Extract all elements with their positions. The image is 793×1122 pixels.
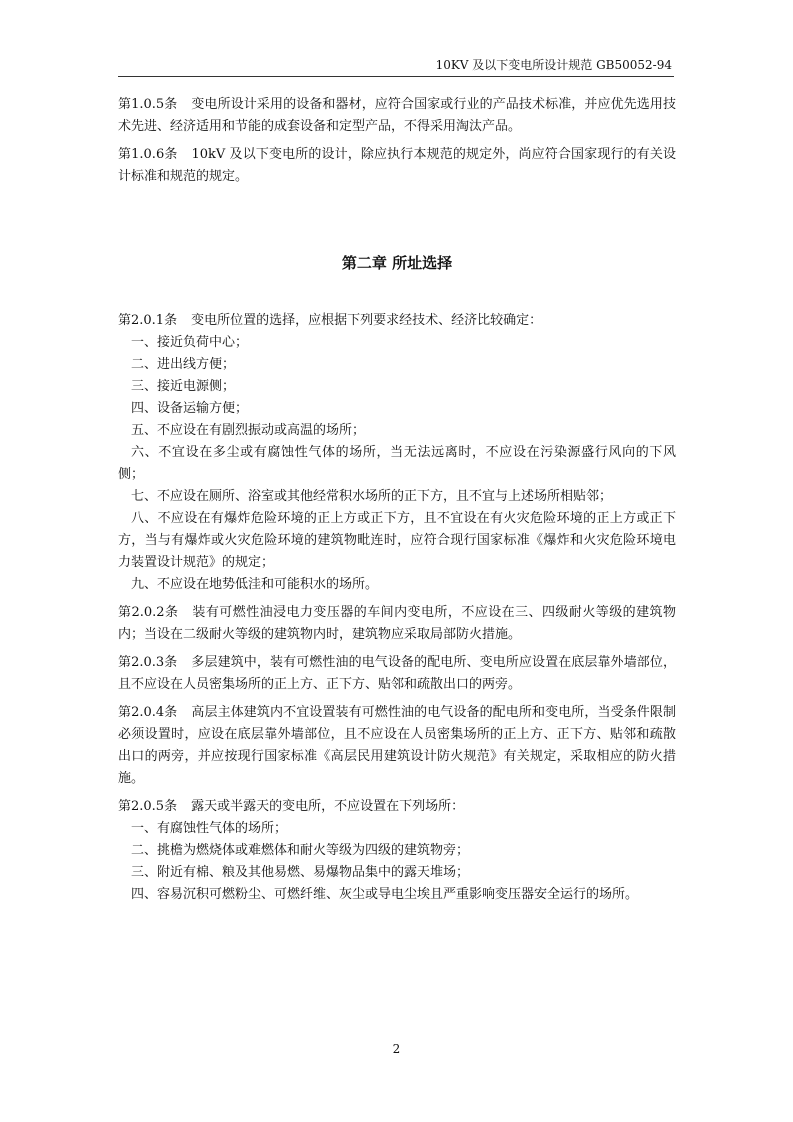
list-item: 二、进出线方便；: [131, 357, 236, 372]
list-item: 四、容易沉积可燃粉尘、可燃纤维、灰尘或导电尘埃且严重影响变压器安全运行的场所。: [131, 887, 639, 902]
page-header: [118, 56, 674, 77]
clause-number: 第2.0.4条: [118, 705, 178, 720]
clause-1-0-5: [118, 94, 676, 138]
clause-1-0-6: [118, 144, 676, 188]
clause-2-0-2: [118, 602, 676, 646]
header-title: 10KV 及以下变电所设计规范 GB50052-94: [435, 58, 672, 72]
list-item: 七、不应设在厕所、浴室或其他经常积水场所的正下方，且不宜与上述场所相贴邻；: [131, 489, 613, 504]
clause-text: 装有可燃性油浸电力变压器的车间内变电所，不应设在三、四级耐火等级的建筑物内；当设在二级耐火等级的建筑物内时，建筑物应采取局部防火措施。: [118, 605, 676, 642]
clause-text: 变电所位置的选择，应根据下列要求经技术、经济比较确定：: [191, 313, 543, 328]
list-item: 八、不应设在有爆炸危险环境的正上方或正下方，且不宜设在有火灾危险环境的正上方或正下方，当与有爆炸或火灾危险环境的建筑物毗连时，应符合现行国家标准《爆炸和火灾危险环境电力装置设计规范》的规定；: [118, 511, 676, 570]
list-item: 九、不应设在地势低洼和可能积水的场所。: [131, 577, 379, 592]
clause-2-0-5: [118, 796, 676, 906]
list-item: 三、附近有棉、粮及其他易燃、易爆物品集中的露天堆场；: [131, 865, 470, 880]
clause-number: 第2.0.1条: [118, 313, 178, 328]
clause-number: 第2.0.3条: [118, 655, 178, 670]
list-item: 三、接近电源侧；: [131, 379, 236, 394]
clause-text: 10kV 及以下变电所的设计，除应执行本规范的规定外，尚应符合国家现行的有关设计标准和规范的规定。: [118, 147, 676, 184]
clause-2-0-4: [118, 702, 676, 790]
clause-number: 第1.0.6条: [118, 147, 178, 162]
clause-text: 露天或半露天的变电所，不应设置在下列场所：: [191, 799, 465, 814]
list-item: 五、不应设在有剧烈振动或高温的场所；: [131, 423, 366, 438]
chapter-title: 第二章 所址选择: [341, 254, 453, 272]
clause-number: 第2.0.2条: [118, 605, 179, 620]
document-body: [118, 94, 676, 912]
clause-text: 多层建筑中，装有可燃性油的电气设备的配电所、变电所应设置在底层靠外墙部位，且不应设在人员密集场所的正上方、正下方、贴邻和疏散出口的两旁。: [118, 655, 676, 692]
clause-number: 第1.0.5条: [118, 97, 178, 112]
clause-text: 高层主体建筑内不宜设置装有可燃性油的电气设备的配电所和变电所，当受条件限制必须设置时，应设在底层靠外墙部位，且不应设在人员密集场所的正上方、正下方、贴邻和疏散出口的两旁，并应按现行国家标准《高层民用建筑设计防火规范》有关规定，采取相应的防火措施。: [118, 705, 676, 786]
list-item: 一、有腐蚀性气体的场所；: [131, 821, 288, 836]
list-item: 二、挑檐为燃烧体或难燃体和耐火等级为四级的建筑物旁；: [131, 843, 470, 858]
list-item: 一、接近负荷中心；: [131, 335, 249, 350]
list-item: 四、设备运输方便；: [131, 401, 249, 416]
clause-text: 变电所设计采用的设备和器材，应符合国家或行业的产品技术标准，并应优先选用技术先进、经济适用和节能的成套设备和定型产品，不得采用淘汰产品。: [118, 97, 676, 134]
clause-2-0-1: [118, 310, 676, 596]
clause-2-0-3: [118, 652, 676, 696]
page-number: 2: [392, 1042, 401, 1056]
clause-number: 第2.0.5条: [118, 799, 178, 814]
list-item: 六、不宜设在多尘或有腐蚀性气体的场所，当无法远离时，不应设在污染源盛行风向的下风侧；: [118, 445, 676, 482]
